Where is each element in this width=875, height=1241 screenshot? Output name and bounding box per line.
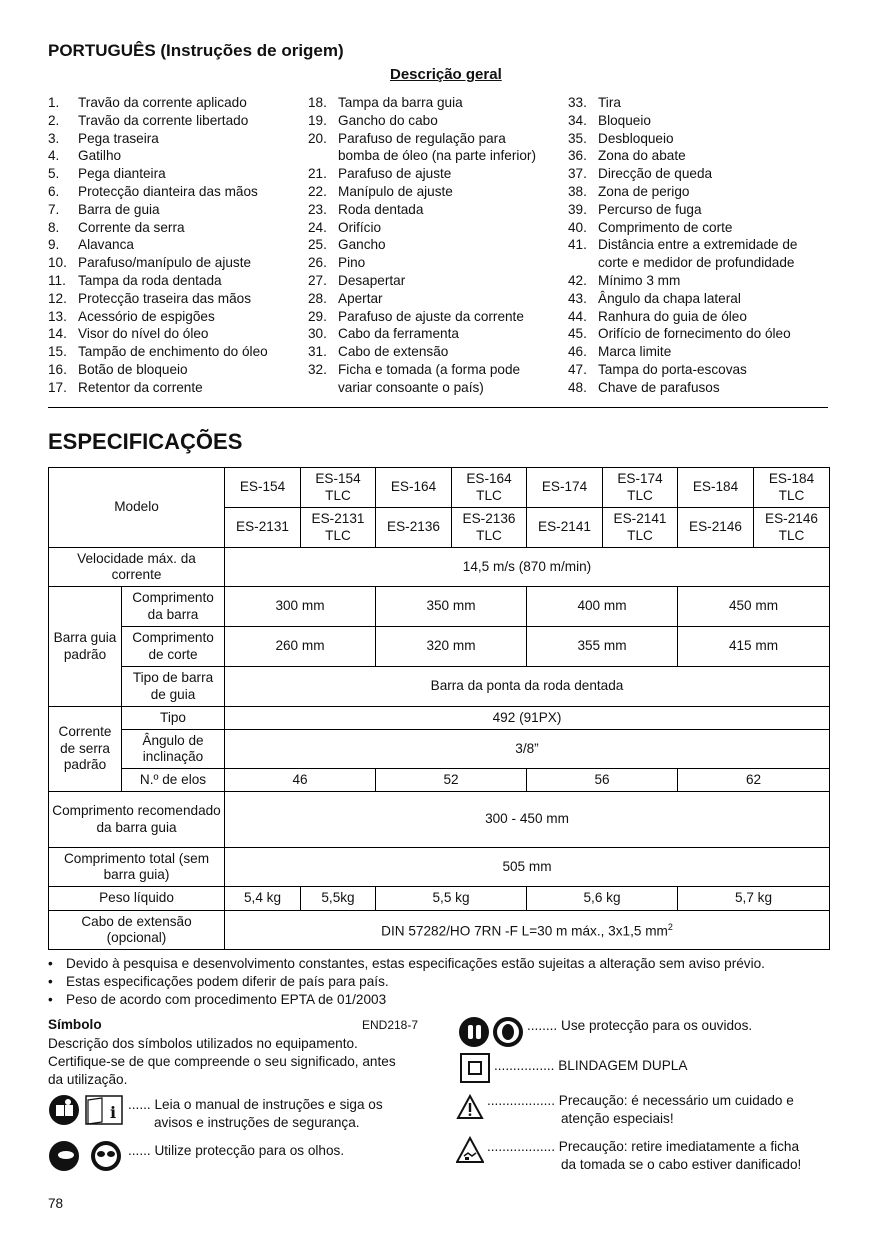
list-item: 19. Gancho do cabo xyxy=(308,112,438,128)
eye-protection-icon xyxy=(48,1140,124,1172)
model-label: Modelo xyxy=(49,468,225,548)
symbol-item-read-manual: ...... Leia o manual de instruções e siga os avisos e instruções de segurança. xyxy=(128,1097,383,1130)
list-item: 21. Parafuso de ajuste xyxy=(308,166,452,182)
ext-cable-label: Cabo de extensão (opcional) xyxy=(49,911,225,950)
model-cell: ES-2136 xyxy=(376,508,452,548)
list-item: 32. Ficha e tomada (a forma pode xyxy=(308,361,521,377)
pitch-value: 3/8” xyxy=(225,730,830,769)
total-length-value: 505 mm xyxy=(225,848,830,887)
bar-length-value: 400 mm xyxy=(527,587,678,627)
model-cell: ES-154 xyxy=(225,468,301,508)
model-cell: ES-154 TLC xyxy=(301,468,376,508)
cut-length-value: 320 mm xyxy=(376,627,527,667)
weight-value: 5,5 kg xyxy=(376,887,527,911)
divider xyxy=(48,407,828,408)
section-subtitle: Descrição geral xyxy=(390,66,502,83)
list-item: 31. Cabo de extensão xyxy=(308,344,449,360)
symbol-item-ear-protection: ........ Use protecção para os ouvidos. xyxy=(527,1018,753,1033)
ear-protection-icon xyxy=(458,1016,524,1048)
max-speed-label: Velocidade máx. da corrente xyxy=(49,548,225,587)
note-item: Devido à pesquisa e desenvolvimento constantes, estas especificações estão sujeitas a alteração sem aviso prévio. xyxy=(66,956,765,971)
rec-length-label: Comprimento recomendado da barra guia xyxy=(49,792,225,848)
note-item: Estas especificações podem diferir de país para país. xyxy=(66,973,389,989)
model-cell: ES-2146 xyxy=(678,508,754,548)
list-item: 35. Desbloqueio xyxy=(568,130,674,146)
list-item: 48. Chave de parafusos xyxy=(568,379,720,395)
model-cell: ES-174 TLC xyxy=(603,468,678,508)
max-speed-value: 14,5 m/s (870 m/min) xyxy=(225,548,830,587)
symbol-description: Descrição dos símbolos utilizados no equipamento. Certifique-se de que compreende o seu significado, antes da utilização. xyxy=(48,1036,396,1087)
list-item: 3. Pega traseira xyxy=(48,130,159,146)
list-item: 18. Tampa da barra guia xyxy=(308,95,463,110)
links-value: 52 xyxy=(376,769,527,792)
bar-length-label: Comprimento da barra xyxy=(122,587,225,627)
list-item: 29. Parafuso de ajuste da corrente xyxy=(308,308,524,324)
list-item: 28. Apertar xyxy=(308,290,383,306)
list-item: 4. Gatilho xyxy=(48,148,122,164)
list-item: 23. Roda dentada xyxy=(308,201,424,217)
list-item: 8. Corrente da serra xyxy=(48,219,185,235)
list-item: 7. Barra de guia xyxy=(48,201,160,217)
model-cell: ES-2131 TLC xyxy=(301,508,376,548)
list-item: 46. Marca limite xyxy=(568,344,672,360)
page-title: PORTUGUÊS (Instruções de origem) xyxy=(48,41,344,60)
list-item: 16. Botão de bloqueio xyxy=(48,361,188,377)
list-item: 27. Desapertar xyxy=(308,272,406,288)
type-value: 492 (91PX) xyxy=(225,707,830,730)
rec-length-value: 300 - 450 mm xyxy=(225,792,830,848)
symbol-title: Símbolo xyxy=(48,1017,102,1032)
list-item: corte e medidor de profundidade xyxy=(598,255,795,271)
model-cell: ES-2146 TLC xyxy=(754,508,830,548)
spec-notes: • Devido à pesquisa e desenvolvimento constantes, estas especificações estão sujeitas a alteração sem aviso prévio. • Estas especificações podem diferir de país para país. • Peso de acordo com procedimento EPTA de 01/2003 xyxy=(48,956,765,1007)
list-item: 38. Zona de perigo xyxy=(568,183,690,199)
page-number: 78 xyxy=(48,1196,64,1211)
list-item: 11. Tampa da roda dentada xyxy=(48,272,222,288)
model-cell: ES-2141 xyxy=(527,508,603,548)
list-item: 41. Distância entre a extremidade de xyxy=(568,237,798,253)
list-item: 14. Visor do nível do óleo xyxy=(48,326,209,342)
list-item: 44. Ranhura do guia de óleo xyxy=(568,308,747,324)
model-cell: ES-174 xyxy=(527,468,603,508)
list-item: variar consoante o país) xyxy=(338,379,484,395)
bar-length-value: 300 mm xyxy=(225,587,376,627)
symbol-code: END218-7 xyxy=(362,1018,419,1032)
list-item: bomba de óleo (na parte inferior) xyxy=(338,148,536,164)
list-item: 47. Tampa do porta-escovas xyxy=(568,361,747,377)
list-item: 13. Acessório de espigões xyxy=(48,308,215,324)
list-item: 5. Pega dianteira xyxy=(48,166,166,182)
cut-length-label: Comprimento de corte xyxy=(122,627,225,667)
list-item: 20. Parafuso de regulação para xyxy=(308,130,506,146)
model-cell: ES-2136 TLC xyxy=(452,508,527,548)
list-item: 17. Retentor da corrente xyxy=(48,379,203,395)
list-item: 6. Protecção dianteira das mãos xyxy=(48,183,258,199)
damaged-cord-warning-icon xyxy=(456,1136,484,1164)
list-item: 10. Parafuso/manípulo de ajuste xyxy=(48,255,252,271)
bar-length-value: 450 mm xyxy=(678,587,830,627)
parts-list-column-3 xyxy=(568,94,798,397)
pitch-label: Ângulo de inclinação xyxy=(122,730,225,769)
list-item: 42. Mínimo 3 mm xyxy=(568,272,681,288)
list-item: 40. Comprimento de corte xyxy=(568,219,733,235)
list-item: 2. Travão da corrente libertado xyxy=(48,112,249,128)
note-item: Peso de acordo com procedimento EPTA de 01/2003 xyxy=(66,991,387,1007)
parts-list-column-2 xyxy=(308,94,536,397)
list-item: 26. Pino xyxy=(308,255,366,271)
list-item: 30. Cabo da ferramenta xyxy=(308,326,459,342)
ext-cable-value: DIN 57282/HO 7RN -F L=30 m máx., 3x1,5 $mm^2$ xyxy=(225,911,830,950)
model-cell: ES-2141 TLC xyxy=(603,508,678,548)
weight-value: 5,4 kg xyxy=(225,887,301,911)
bar-length-value: 350 mm xyxy=(376,587,527,627)
model-cell: ES-184 xyxy=(678,468,754,508)
list-item: 36. Zona do abate xyxy=(568,148,686,164)
cut-length-value: 415 mm xyxy=(678,627,830,667)
warning-icon xyxy=(456,1094,484,1120)
list-item: 25. Gancho xyxy=(308,237,386,253)
links-value: 62 xyxy=(678,769,830,792)
total-length-label: Comprimento total (sem barra guia) xyxy=(49,848,225,887)
parts-list-column-1 xyxy=(48,94,268,397)
list-item: 24. Orifício xyxy=(308,219,382,235)
cut-length-value: 260 mm xyxy=(225,627,376,667)
links-value: 56 xyxy=(527,769,678,792)
list-item: 33. Tira xyxy=(568,95,621,110)
list-item: 22. Manípulo de ajuste xyxy=(308,183,453,199)
links-label: N.º de elos xyxy=(122,769,225,792)
double-insulation-icon xyxy=(460,1053,490,1083)
bar-type-value: Barra da ponta da roda dentada xyxy=(225,667,830,707)
weight-value: 5,6 kg xyxy=(527,887,678,911)
weight-value: 5,7 kg xyxy=(678,887,830,911)
weight-value: 5,5kg xyxy=(301,887,376,911)
model-cell: ES-184 TLC xyxy=(754,468,830,508)
model-cell: ES-164 TLC xyxy=(452,468,527,508)
net-weight-label: Peso líquido xyxy=(49,887,225,911)
list-item: 37. Direcção de queda xyxy=(568,166,713,182)
symbol-item-caution: .................. Precaução: é necessário um cuidado e atenção especiais! xyxy=(487,1093,794,1126)
bar-group-label: Barra guia padrão xyxy=(49,587,122,707)
spec-title: ESPECIFICAÇÕES xyxy=(48,429,243,454)
list-item: 1. Travão da corrente aplicado xyxy=(48,95,247,110)
list-item: 12. Protecção traseira das mãos xyxy=(48,290,252,306)
list-item: 9. Alavanca xyxy=(48,237,134,253)
type-label: Tipo xyxy=(122,707,225,730)
cut-length-value: 355 mm xyxy=(527,627,678,667)
symbol-item-damaged-cord: .................. Precaução: retire imediatamente a ficha da tomada se o cabo estiver danificado! xyxy=(487,1139,802,1172)
list-item: 15. Tampão de enchimento do óleo xyxy=(48,344,268,360)
list-item: 43. Ângulo da chapa lateral xyxy=(568,290,741,306)
list-item: 34. Bloqueio xyxy=(568,112,651,128)
symbol-item-double-insulation: ................ BLINDAGEM DUPLA xyxy=(494,1058,688,1073)
model-cell: ES-2131 xyxy=(225,508,301,548)
links-value: 46 xyxy=(225,769,376,792)
symbol-item-eye-protection: ...... Utilize protecção para os olhos. xyxy=(128,1143,345,1158)
list-item: 39. Percurso de fuga xyxy=(568,201,702,217)
svg-text:i: i xyxy=(110,1103,117,1122)
chain-group-label: Corrente de serra padrão xyxy=(49,707,122,792)
bar-type-label: Tipo de barra de guia xyxy=(122,667,225,707)
model-cell: ES-164 xyxy=(376,468,452,508)
read-manual-icon xyxy=(48,1094,124,1126)
spec-table xyxy=(48,467,830,950)
list-item: 45. Orifício de fornecimento do óleo xyxy=(568,326,791,342)
